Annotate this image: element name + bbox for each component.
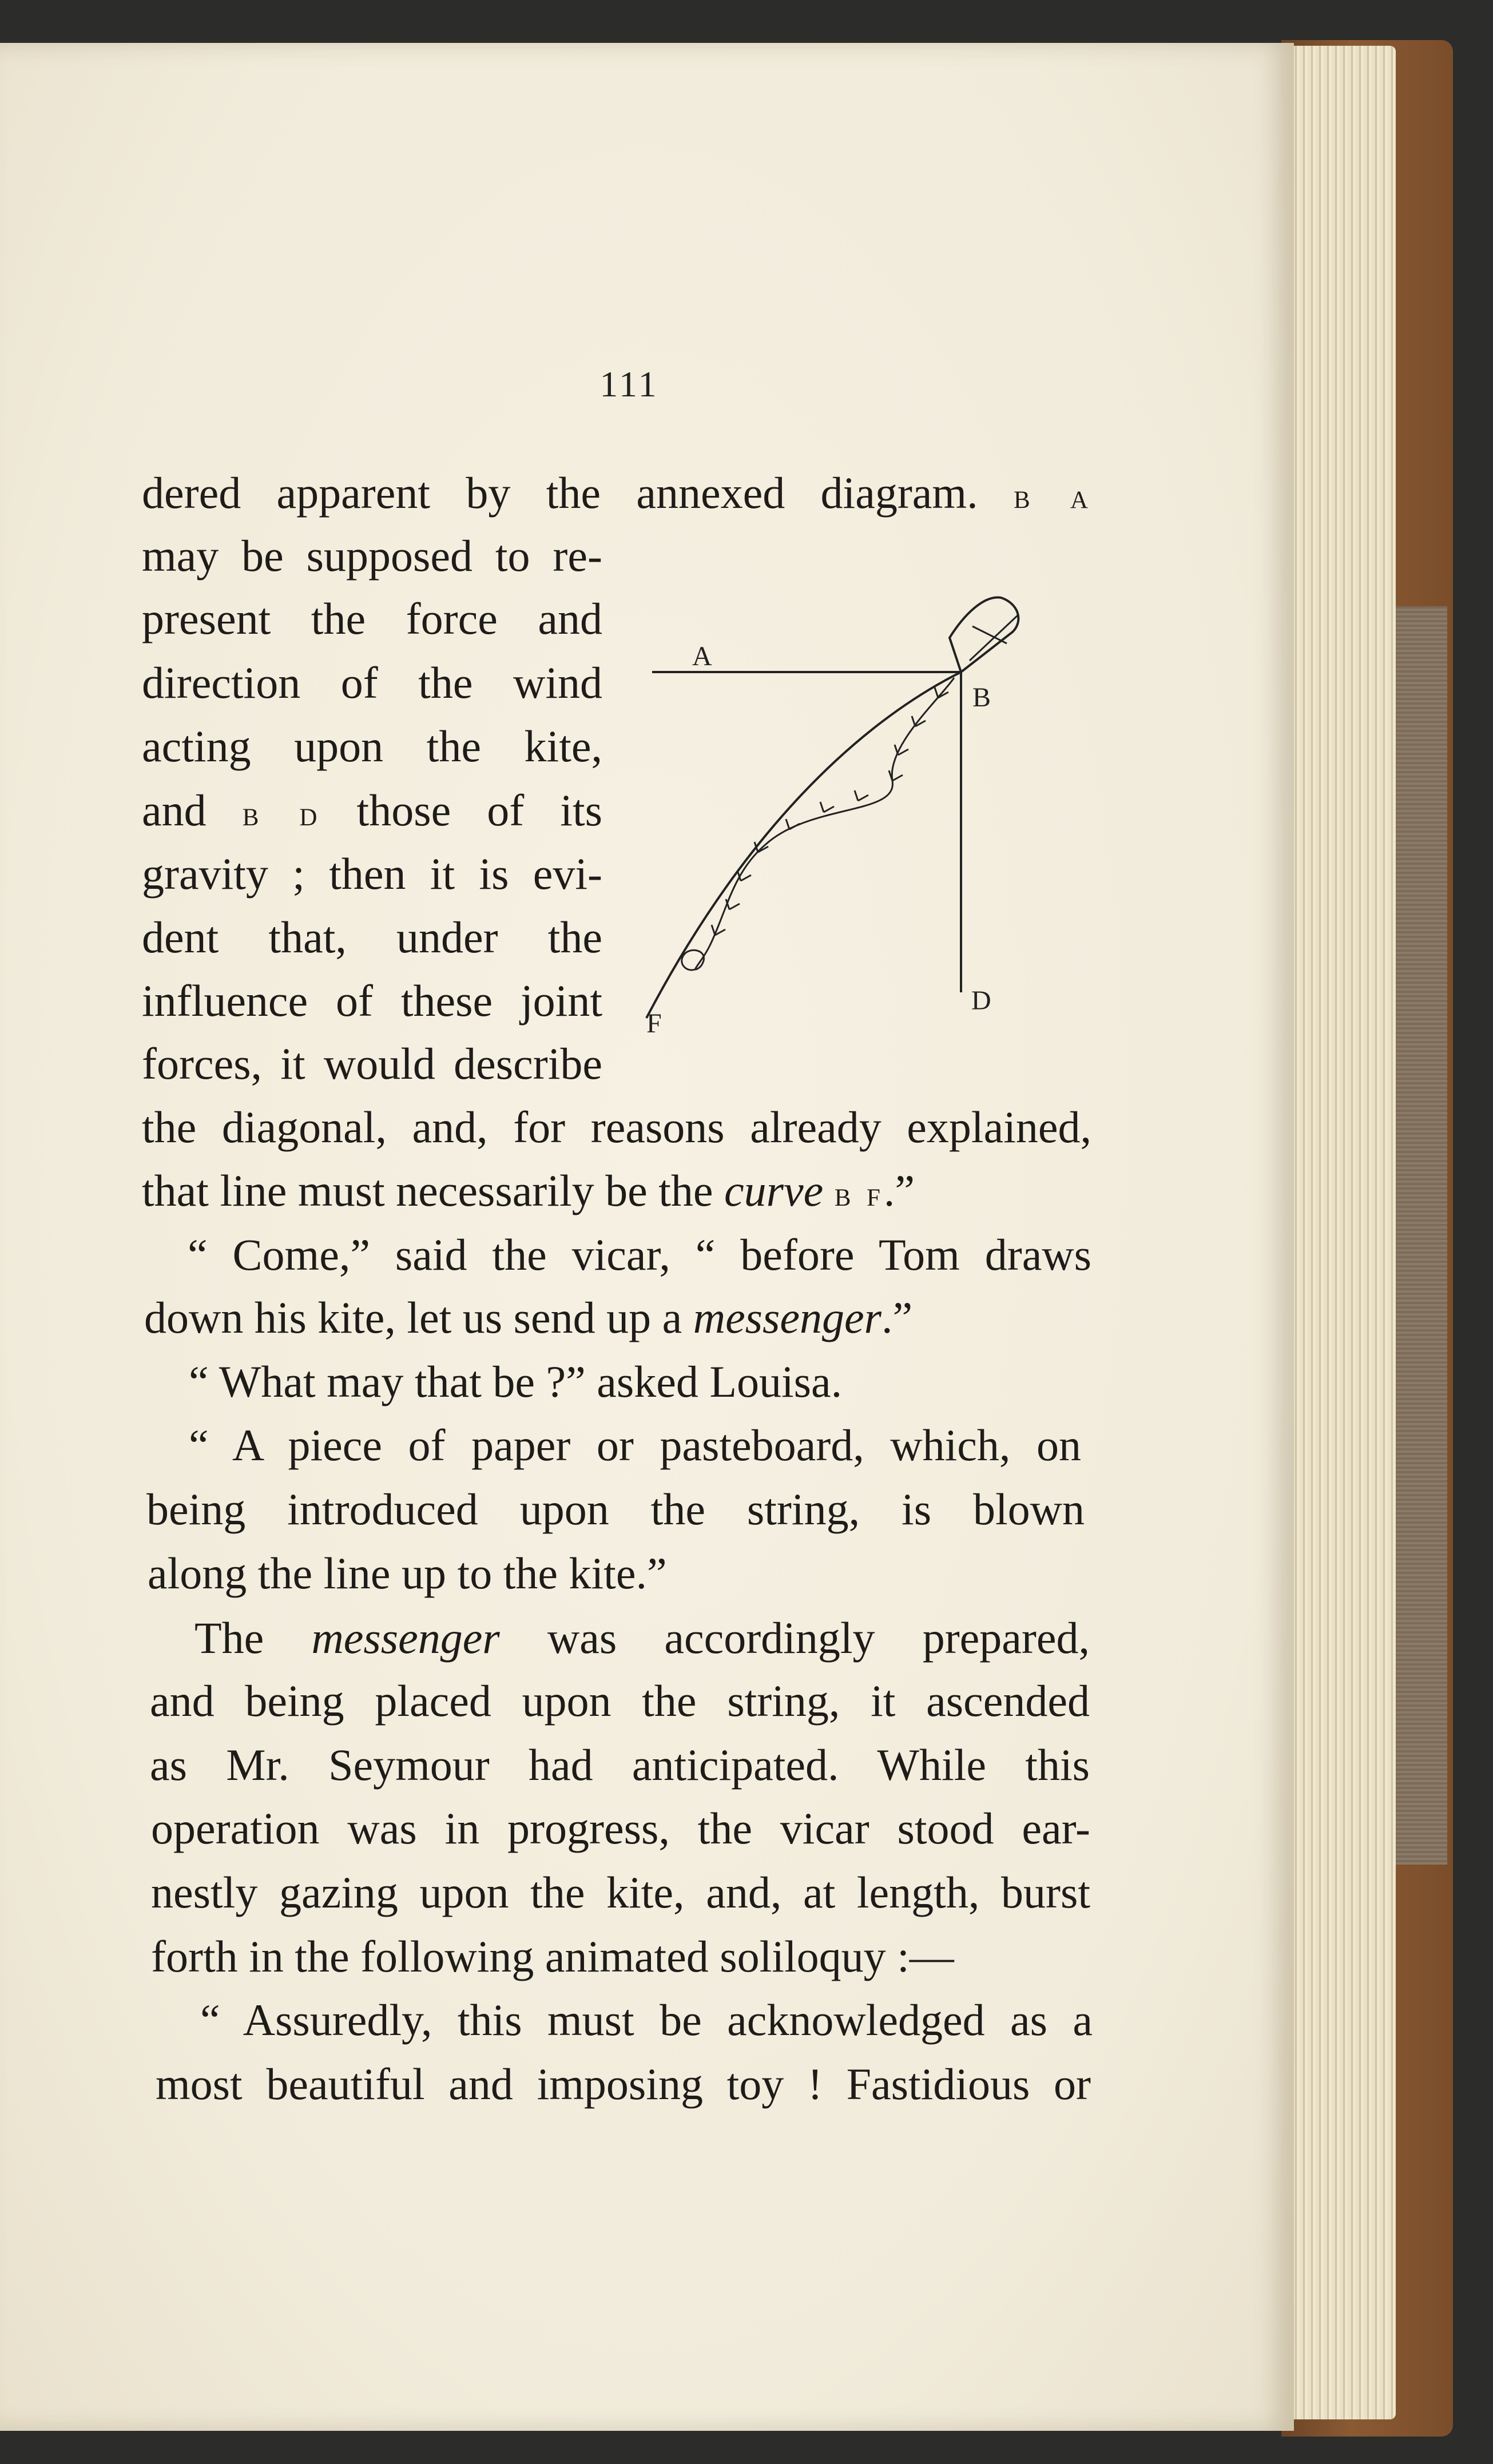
text-line: “ What may that be ?” asked Louisa. (189, 1357, 843, 1406)
text-span: and (142, 785, 207, 835)
italic-span: messenger (693, 1293, 881, 1342)
text-line (194, 1613, 1090, 1663)
diagram-label-d: D (971, 985, 991, 1016)
diagram-label-a: A (692, 641, 712, 671)
text-span: was accordingly prepared, (547, 1613, 1090, 1663)
text-span: dered apparent by the annexed diagram. (142, 468, 978, 518)
text-line: along the line up to the kite.” (148, 1548, 667, 1598)
text-line (142, 468, 1092, 518)
text-span: those of its (356, 785, 602, 835)
text-line: nestly gazing upon the kite, and, at length, burst (151, 1867, 1090, 1917)
text-line (144, 1295, 912, 1340)
small-caps-label: b a (1013, 477, 1092, 516)
text-span: down his kite, let us send up a (144, 1293, 682, 1342)
text-span: The (194, 1613, 264, 1663)
diagram-label-f: F (646, 1008, 662, 1039)
small-caps-label: b f (834, 1175, 884, 1214)
text-line (142, 785, 602, 835)
kite-outline (950, 598, 1018, 672)
text-line: dent that, under the (142, 912, 602, 962)
text-line: being introduced upon the string, is blown (146, 1484, 1085, 1534)
text-line: forces, it would describe (142, 1039, 602, 1088)
italic-span: curve (724, 1166, 824, 1215)
text-line: direction of the wind (142, 658, 602, 708)
italic-span: messenger (311, 1613, 500, 1663)
text-line: most beautiful and imposing toy ! Fastidious or (156, 2059, 1091, 2109)
kite-force-diagram (641, 592, 1075, 1050)
text-span: .” (881, 1293, 913, 1342)
text-line: operation was in progress, the vicar stood ear- (151, 1803, 1090, 1853)
text-line (142, 1166, 915, 1215)
text-line: acting upon the kite, (142, 721, 602, 771)
text-line: “ A piece of paper or pasteboard, which, on (189, 1420, 1081, 1470)
text-span: that line must necessarily be the (142, 1166, 713, 1215)
text-line: and being placed upon the string, it ascended (150, 1676, 1090, 1726)
text-line: “ Assuredly, this must be acknowledged as a (200, 1995, 1093, 2045)
text-line: influence of these joint (142, 976, 602, 1026)
diagram-label-b: B (972, 682, 991, 713)
text-line: as Mr. Seymour had anticipated. While this (150, 1740, 1090, 1790)
book-page (0, 43, 1294, 2431)
text-line: may be supposed to re- (142, 531, 602, 581)
text-span: .” (883, 1166, 915, 1215)
text-line: “ Come,” said the vicar, “ before Tom draws (188, 1230, 1091, 1279)
kite-tail (695, 678, 954, 969)
small-caps-label: b d (242, 794, 321, 833)
text-line: present the force and (142, 594, 602, 643)
page-number: 111 (599, 364, 659, 404)
kite-tail-bows (712, 687, 948, 935)
text-line: the diagonal, and, for reasons already explained, (142, 1102, 1091, 1152)
text-line: forth in the following animated soliloquy :— (151, 1932, 954, 1981)
text-line: gravity ; then it is evi- (142, 849, 602, 899)
